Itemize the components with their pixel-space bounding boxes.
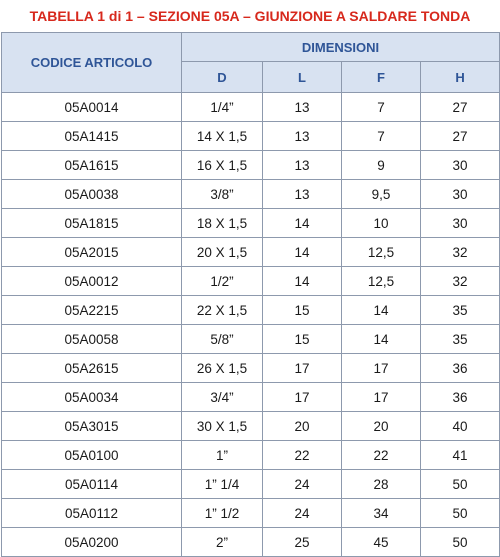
header-col-d: D: [182, 62, 263, 93]
cell-d: 1” 1/4: [182, 470, 263, 499]
cell-h: 50: [421, 499, 500, 528]
header-codice-articolo: CODICE ARTICOLO: [2, 33, 182, 93]
header-col-h: H: [421, 62, 500, 93]
cell-l: 24: [263, 470, 342, 499]
table-row: [2, 470, 500, 499]
table-body: [2, 93, 500, 557]
cell-codice: 05A1415: [2, 122, 182, 151]
cell-d: 1”: [182, 441, 263, 470]
header-col-f: F: [342, 62, 421, 93]
cell-d: 1/2”: [182, 267, 263, 296]
cell-d: 20 X 1,5: [182, 238, 263, 267]
cell-h: 30: [421, 151, 500, 180]
cell-codice: 05A0038: [2, 180, 182, 209]
cell-f: 12,5: [342, 238, 421, 267]
cell-l: 15: [263, 296, 342, 325]
cell-h: 32: [421, 267, 500, 296]
table-row: [2, 180, 500, 209]
cell-f: 7: [342, 122, 421, 151]
table-row: [2, 499, 500, 528]
cell-codice: 05A3015: [2, 412, 182, 441]
cell-h: 50: [421, 528, 500, 557]
cell-d: 1/4”: [182, 93, 263, 122]
table-row: [2, 151, 500, 180]
table-row: [2, 412, 500, 441]
cell-h: 27: [421, 93, 500, 122]
cell-d: 22 X 1,5: [182, 296, 263, 325]
cell-f: 34: [342, 499, 421, 528]
cell-f: 22: [342, 441, 421, 470]
cell-h: 40: [421, 412, 500, 441]
header-dimensioni: DIMENSIONI: [182, 33, 500, 62]
table-row: [2, 267, 500, 296]
cell-l: 14: [263, 238, 342, 267]
cell-f: 10: [342, 209, 421, 238]
cell-f: 20: [342, 412, 421, 441]
cell-l: 15: [263, 325, 342, 354]
cell-codice: 05A2015: [2, 238, 182, 267]
cell-l: 13: [263, 122, 342, 151]
cell-f: 12,5: [342, 267, 421, 296]
cell-d: 18 X 1,5: [182, 209, 263, 238]
cell-h: 36: [421, 354, 500, 383]
table-row: [2, 209, 500, 238]
cell-codice: 05A0200: [2, 528, 182, 557]
cell-d: 5/8”: [182, 325, 263, 354]
cell-h: 36: [421, 383, 500, 412]
cell-d: 3/4”: [182, 383, 263, 412]
cell-f: 14: [342, 325, 421, 354]
cell-l: 14: [263, 209, 342, 238]
cell-d: 3/8”: [182, 180, 263, 209]
table-row: [2, 383, 500, 412]
cell-codice: 05A0114: [2, 470, 182, 499]
cell-h: 27: [421, 122, 500, 151]
cell-codice: 05A0012: [2, 267, 182, 296]
cell-l: 17: [263, 383, 342, 412]
cell-h: 30: [421, 180, 500, 209]
table-row: [2, 354, 500, 383]
cell-codice: 05A0058: [2, 325, 182, 354]
cell-f: 17: [342, 383, 421, 412]
cell-codice: 05A0100: [2, 441, 182, 470]
cell-l: 20: [263, 412, 342, 441]
cell-l: 17: [263, 354, 342, 383]
cell-d: 30 X 1,5: [182, 412, 263, 441]
table-row: [2, 296, 500, 325]
cell-f: 14: [342, 296, 421, 325]
cell-d: 14 X 1,5: [182, 122, 263, 151]
header-col-l: L: [263, 62, 342, 93]
cell-d: 2”: [182, 528, 263, 557]
cell-h: 50: [421, 470, 500, 499]
cell-codice: 05A0034: [2, 383, 182, 412]
cell-f: 28: [342, 470, 421, 499]
cell-l: 13: [263, 180, 342, 209]
cell-f: 7: [342, 93, 421, 122]
cell-l: 25: [263, 528, 342, 557]
cell-d: 16 X 1,5: [182, 151, 263, 180]
cell-codice: 05A1615: [2, 151, 182, 180]
cell-l: 24: [263, 499, 342, 528]
cell-h: 32: [421, 238, 500, 267]
dimensions-table: [1, 32, 500, 557]
table-row: [2, 238, 500, 267]
table-row: [2, 528, 500, 557]
cell-l: 22: [263, 441, 342, 470]
cell-f: 9: [342, 151, 421, 180]
cell-l: 13: [263, 93, 342, 122]
cell-f: 9,5: [342, 180, 421, 209]
table-row: [2, 325, 500, 354]
cell-f: 17: [342, 354, 421, 383]
cell-codice: 05A1815: [2, 209, 182, 238]
table-row: [2, 93, 500, 122]
cell-codice: 05A2215: [2, 296, 182, 325]
cell-codice: 05A0014: [2, 93, 182, 122]
cell-codice: 05A0112: [2, 499, 182, 528]
table-row: [2, 122, 500, 151]
cell-h: 41: [421, 441, 500, 470]
cell-d: 1” 1/2: [182, 499, 263, 528]
cell-l: 14: [263, 267, 342, 296]
cell-d: 26 X 1,5: [182, 354, 263, 383]
cell-codice: 05A2615: [2, 354, 182, 383]
cell-h: 35: [421, 296, 500, 325]
table-row: [2, 441, 500, 470]
cell-h: 35: [421, 325, 500, 354]
cell-h: 30: [421, 209, 500, 238]
table-title: TABELLA 1 di 1 – SEZIONE 05A – GIUNZIONE A SALDARE TONDA: [29, 8, 471, 24]
cell-l: 13: [263, 151, 342, 180]
cell-f: 45: [342, 528, 421, 557]
table-header: [2, 33, 500, 93]
